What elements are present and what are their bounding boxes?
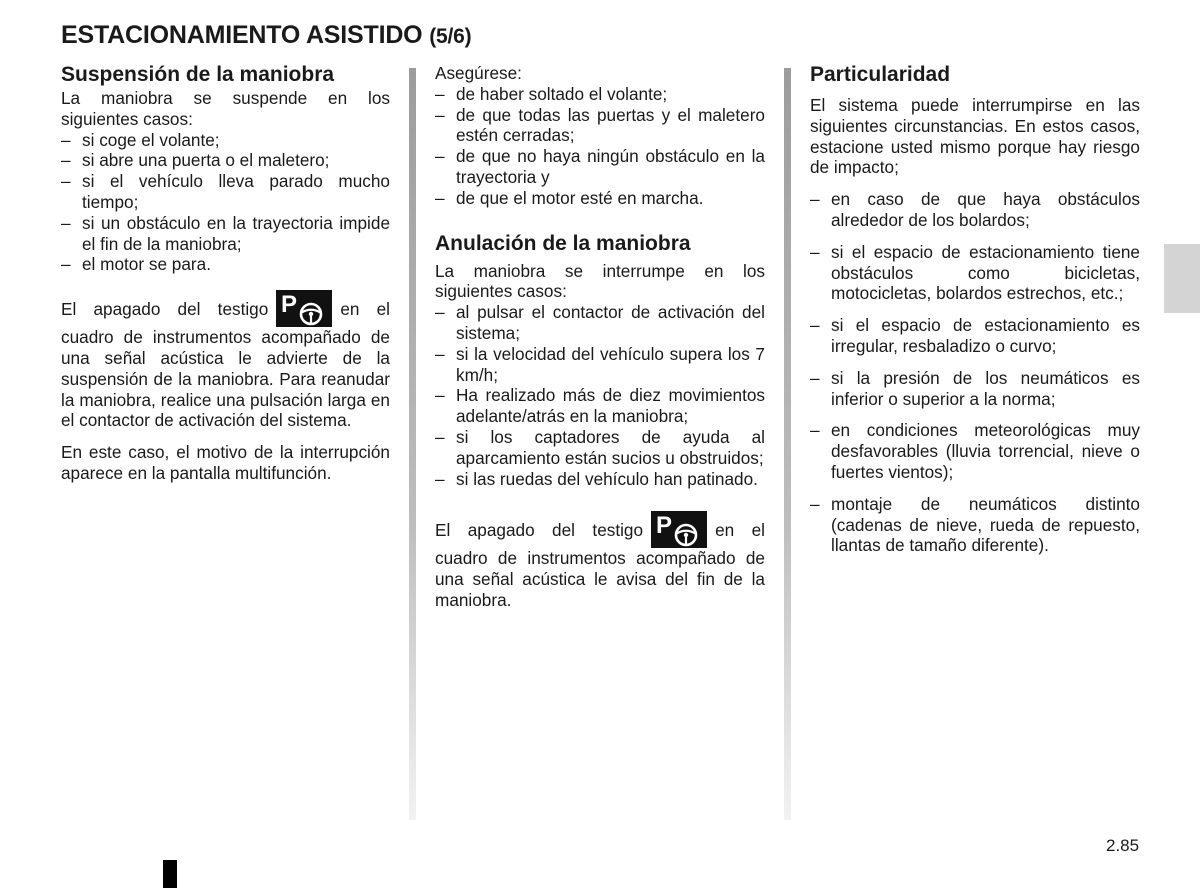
title-part: (5/6) (429, 25, 472, 48)
list-item: – si los captadores de ayuda al aparcamiento están sucios u obstruidos; (435, 427, 765, 469)
list-item: – si el espacio de estacionamiento es irregular, resbaladizo o curvo; (810, 315, 1140, 357)
page-number: 2.85 (1106, 836, 1140, 855)
list-item: – Ha realizado más de diez movimientos adelante/atrás en la maniobra; (435, 385, 765, 427)
list-item: – si abre una puerta o el maletero; (61, 150, 390, 171)
list-item: – si un obstáculo en la trayectoria impide el fin de la maniobra; (61, 213, 390, 255)
list-item: – en condiciones meteorológicas muy desfavorables (lluvia torrencial, nieve o fuertes vientos); (810, 420, 1140, 482)
icon-letter: P (281, 291, 298, 319)
list-item: – de que no haya ningún obstáculo en la trayectoria y (435, 146, 765, 188)
icon-letter: P (656, 512, 673, 540)
particularity-intro: El sistema puede interrumpirse en las siguientes circunstancias. En estos casos, estacione usted mismo porque hay riesgo de impacto; (810, 95, 1140, 178)
column-suspension (61, 62, 390, 484)
text-before-icon: El apagado del testigo (435, 520, 644, 541)
list-item: – si coge el volante; (61, 130, 390, 151)
text-after-icon: en el cuadro de instrumentos acompañado de una señal acústica le advierte de la suspensión de la maniobra. Para reanudar la maniobra, realice una pulsación larga en el contactor de activación del sistema. (61, 299, 390, 431)
list-item: – de haber soltado el volante; (435, 84, 765, 105)
list-item: – si las ruedas del vehículo han patinado. (435, 469, 765, 490)
list-item: – en caso de que haya obstáculos alrededor de los bolardos; (810, 189, 1140, 231)
list-item: – montaje de neumáticos distinto (cadenas de nieve, rueda de repuesto, llantas de tamaño diferente). (810, 494, 1140, 556)
list-item: – si la presión de los neumáticos es inferior o superior a la norma; (810, 368, 1140, 410)
text-after-icon: en el cuadro de instrumentos acompañado de una señal acústica le avisa del fin de la maniobra. (435, 520, 765, 610)
page-title (61, 20, 471, 52)
list-item: – si el espacio de estacionamiento tiene obstáculos como bicicletas, motocicletas, bolardos estrechos, etc.; (810, 242, 1140, 304)
list-item: – si el vehículo lleva parado mucho tiempo; (61, 171, 390, 213)
park-assist-steering-icon (651, 511, 707, 548)
list-item: – al pulsar el contactor de activación del sistema; (435, 302, 765, 344)
heading-suspension: Suspensión de la maniobra (61, 63, 335, 86)
list-item: – si la velocidad del vehículo supera los 7 km/h; (435, 344, 765, 386)
suspension-warning-paragraph (61, 290, 390, 431)
list-item: – de que todas las puertas y el maletero estén cerradas; (435, 105, 765, 147)
column-separator-1 (409, 68, 416, 820)
ensure-intro: Asegúrese: (435, 63, 522, 83)
column-particularity (810, 62, 1140, 556)
title-text: ESTACIONAMIENTO ASISTIDO (61, 21, 423, 49)
heading-particularity: Particularidad (810, 63, 951, 86)
park-assist-steering-icon (276, 290, 332, 327)
suspension-list (61, 130, 390, 276)
particularity-list (810, 189, 1140, 556)
heading-cancellation: Anulación de la maniobra (435, 231, 691, 255)
chapter-tab (1164, 244, 1200, 313)
crop-mark (163, 860, 177, 888)
cancellation-intro: La maniobra se interrumpe en los siguientes casos: (435, 260, 765, 302)
ensure-list (435, 84, 765, 209)
text-before-icon: El apagado del testigo (61, 299, 269, 320)
column-cancellation (435, 63, 765, 611)
cancellation-warning-paragraph (435, 511, 765, 610)
suspension-info-paragraph: En este caso, el motivo de la interrupción aparece en la pantalla multifunción. (61, 442, 390, 483)
cancellation-list (435, 302, 765, 489)
list-item: – el motor se para. (61, 254, 390, 275)
column-separator-2 (784, 68, 791, 820)
list-item: – de que el motor esté en marcha. (435, 188, 765, 209)
suspension-intro: La maniobra se suspende en los siguientes casos: (61, 88, 390, 129)
